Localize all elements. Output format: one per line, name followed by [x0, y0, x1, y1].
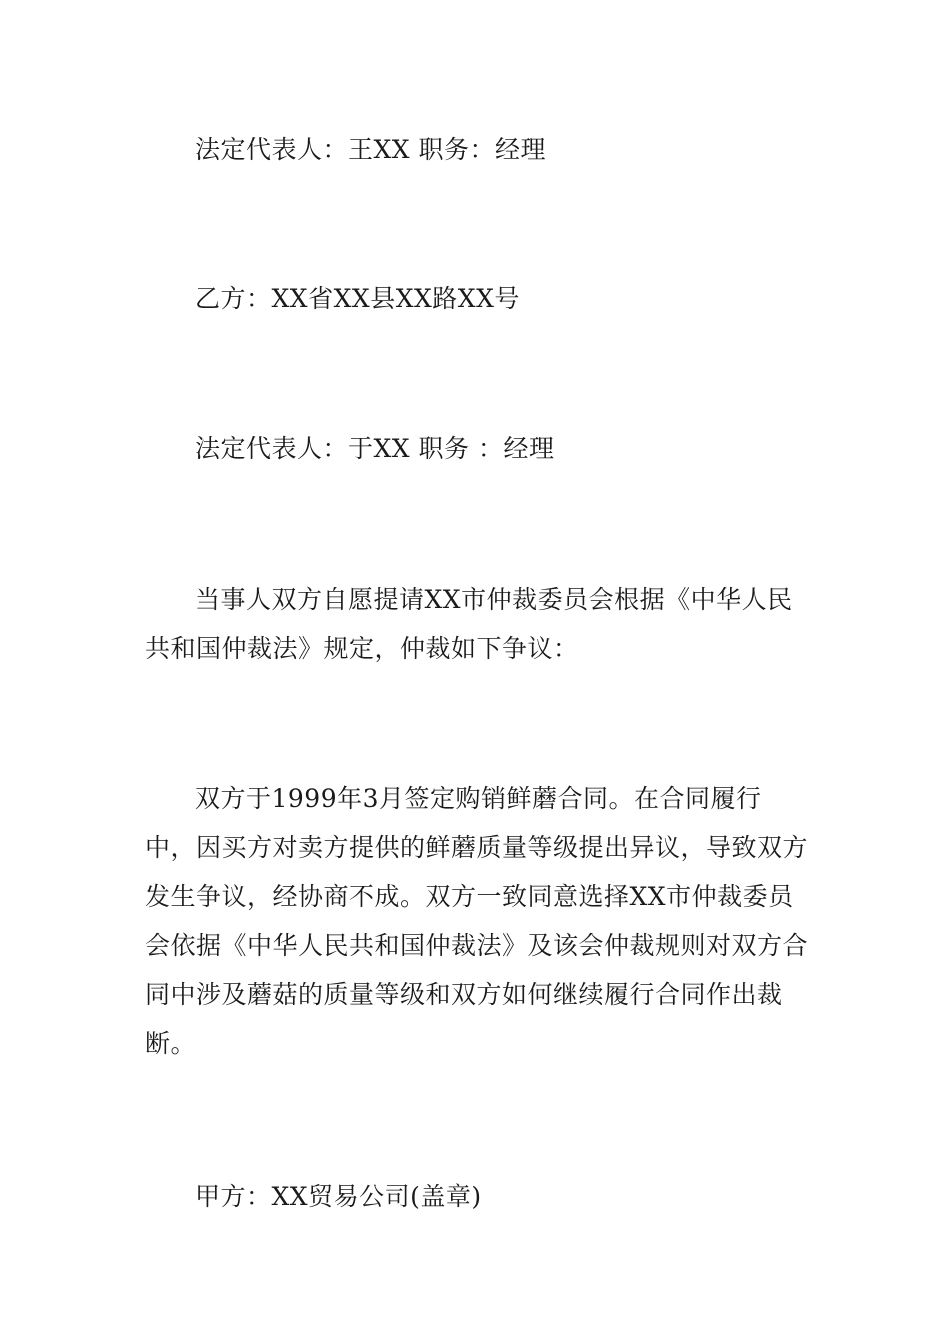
arbitration-request-paragraph: 当事人双方自愿提请XX市仲裁委员会根据《中华人民共和国仲裁法》规定，仲裁如下争议： [145, 585, 793, 663]
party-b-address: 乙方：XX省XX县XX路XX号 [195, 284, 520, 313]
party-a-legal-representative: 法定代表人：王XX 职务：经理 [195, 135, 547, 164]
party-b-legal-representative: 法定代表人：于XX 职务 ：经理 [195, 434, 555, 463]
party-a-signature-line: 甲方：XX贸易公司(盖章) [195, 1182, 482, 1211]
dispute-description-paragraph: 双方于1999年3月签定购销鲜蘑合同。在合同履行中，因买方对卖方提供的鲜蘑质量等级提出异议，导致双方发生争议，经协商不成。双方一致同意选择XX市仲裁委员会依据《中华人民共和国仲裁法》及该会仲裁规则对双方合同中涉及蘑菇的质量等级和双方如何继续履行合同作出裁断。 [145, 784, 809, 1058]
